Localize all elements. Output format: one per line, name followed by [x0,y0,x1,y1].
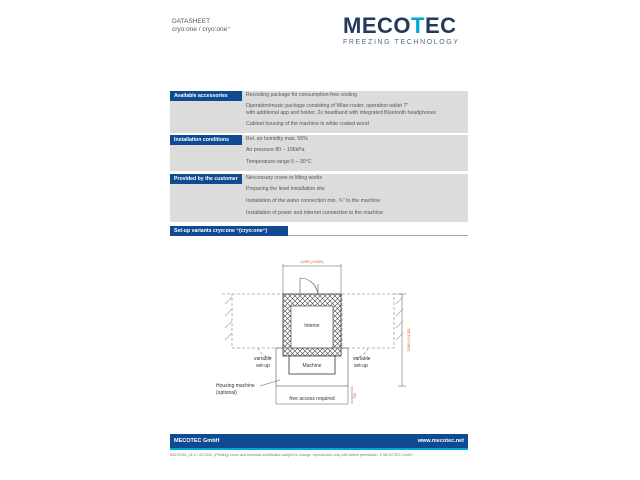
machine-label: Machine [302,363,322,369]
dim-top-label: 1295 (*1300) [300,259,324,264]
section-customer [170,174,468,222]
variable-left-label: variable [254,356,272,362]
diagram-title: Set-up variants cryo:one ⁺(cryo:one⁺) [170,226,288,236]
product-name: cryo:one / cryo:one⁺ [172,26,231,33]
list-item: with additional app and holder, 2x headband with integrated Bluetooth headphones [246,109,437,116]
list-item: Preparing the level installation site [246,186,325,192]
doc-type: DATASHEET [172,18,211,25]
list-item: Rel. air humidity max. 55% [246,136,308,142]
list-item: Temperature range 5 – 30°C [246,158,312,165]
list-item: Operation/music package consisting of Wlan-router, operation tablet 7" [246,103,409,109]
free-access-label: free access required [289,396,335,402]
dim-right-label: 1980 (*2130) [406,328,411,352]
list-item: Installation of the water connection min. ¾" to the machine [246,198,381,204]
footer-website-link[interactable]: www.mecotec.net [417,438,464,444]
dimension-top [283,264,341,294]
dimension-right [398,294,406,386]
footer-company: MECOTEC GmbH [174,438,220,444]
footer-accent-rule [170,448,468,450]
section-accessories [170,91,468,133]
list-item: Neccessary crane or lifting works [246,175,323,181]
housing-leader-line [260,380,280,386]
setup-right-label: set-up [354,363,368,369]
housing-label: Housing machine [216,383,255,389]
logo-wordmark: MECOTEC [343,13,457,38]
list-item: Recooling package for consumption-free cooling [246,92,358,98]
floorplan-drawing [170,236,468,434]
document-header [172,18,231,34]
housing-optional-label: (optional) [216,390,237,396]
dim-bottom-label: 780 [353,393,357,399]
section-installation [170,135,468,171]
variable-right-label: variable [353,356,371,362]
setup-diagram [170,236,468,434]
footer-bar [170,434,468,448]
list-item: Installation of power and internet connection to the machine [246,210,383,216]
section-label: Available accessories [170,91,242,101]
footer-fine-print: 8407D051_01-V / 02.2022. (Printing) errors and technical modification subject to change, reproduction only with written permission. © MECOTEC GmbH [170,453,413,457]
list-item: Cabinet housing of the machine in white coated wood [246,121,369,127]
interior-label: Interior [304,323,320,329]
section-label: Provided by the customer [170,174,242,184]
setup-left-label: set-up [256,363,270,369]
logo-tagline: FREEZING TECHNOLOGY [343,39,460,46]
section-label: Installation conditions [170,135,242,145]
mecotec-logo [343,14,473,46]
list-item: Air pressure 80 – 106kPa [246,147,305,153]
